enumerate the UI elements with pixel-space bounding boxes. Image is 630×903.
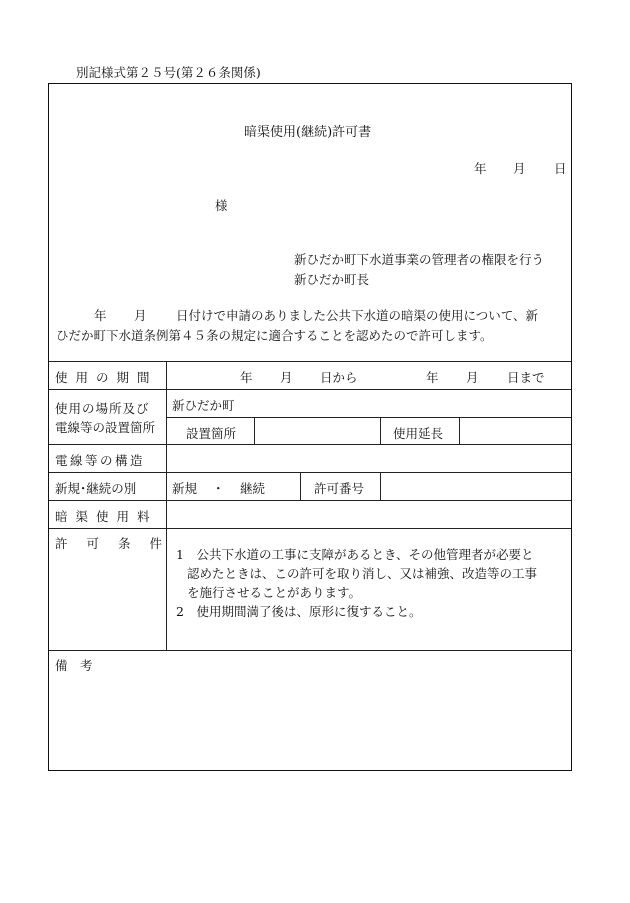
date-year: 年 [474,161,487,176]
conditions-label: 許可条件 [55,536,182,551]
type-separator: ・ [212,481,225,496]
cell-divider [380,417,381,444]
document-title: 暗渠使用(継続)許可書 [244,125,372,140]
body-line-1-text: 日付けで申請のありました公共下水道の暗渠の使用について、新 [176,308,539,323]
table-line [49,528,571,529]
period-to-day: 日まで [507,370,545,385]
period-label [55,368,161,386]
cell-divider [459,417,460,444]
table-line [167,417,571,418]
period-from-day: 日から [320,370,358,385]
cell-divider [300,472,301,500]
type-new: 新規 [172,481,198,496]
table-line [49,650,571,651]
remarks-label: 備 考 [55,658,93,673]
table-line [49,361,571,362]
body-month: 月 [134,308,147,323]
cell-divider [380,472,381,500]
condition-1-line-3: を施行させることがあります。 [187,585,362,600]
date-day: 日 [554,161,567,176]
location-town: 新ひだか町 [172,398,235,413]
place-label: 設置箇所 [186,426,237,441]
date-month: 月 [513,161,526,176]
body-year: 年 [94,308,107,323]
issuer-line-2: 新ひだか町長 [294,272,370,287]
table-line [49,389,571,390]
condition-2: 2 使用期間満了後は、原形に復すること。 [176,604,422,619]
issuer-line-1: 新ひだか町下水道事業の管理者の権限を行う [294,252,545,267]
table-line [49,444,571,445]
body-line-2: ひだか町下水道条例第４５条の規定に適合することを認めたので許可します。 [56,328,493,343]
period-to-month: 月 [466,370,479,385]
type-continuation: 継続 [240,481,266,496]
length-label: 使用延長 [393,426,444,441]
location-label-line-1: 使用の場所及び [55,401,150,416]
form-number: 別記様式第２５号(第２６条関係) [76,65,261,80]
period-to-year: 年 [426,370,439,385]
period-label-text: 使用の期間 [55,370,158,385]
fee-label: 暗渠使用料 [55,509,158,524]
condition-1-line-1: 1 公共下水道の工事に支障があるとき、その他管理者が必要と [176,547,534,562]
location-label-line-2: 電線等の設置箇所 [55,420,156,435]
period-from-month: 月 [280,370,293,385]
condition-1-line-2: 認めたときは、この許可を取り消し、又は補強、改造等の工事 [187,566,538,581]
structure-label: 電線等の構造 [55,453,146,468]
label-column-divider [166,361,167,650]
type-label: 新規･継続の別 [55,481,137,496]
period-from-year: 年 [240,370,253,385]
table-line [49,472,571,473]
cell-divider [254,417,255,444]
table-line [49,500,571,501]
permit-number-label: 許可番号 [314,481,365,496]
addressee-suffix: 様 [215,198,228,213]
